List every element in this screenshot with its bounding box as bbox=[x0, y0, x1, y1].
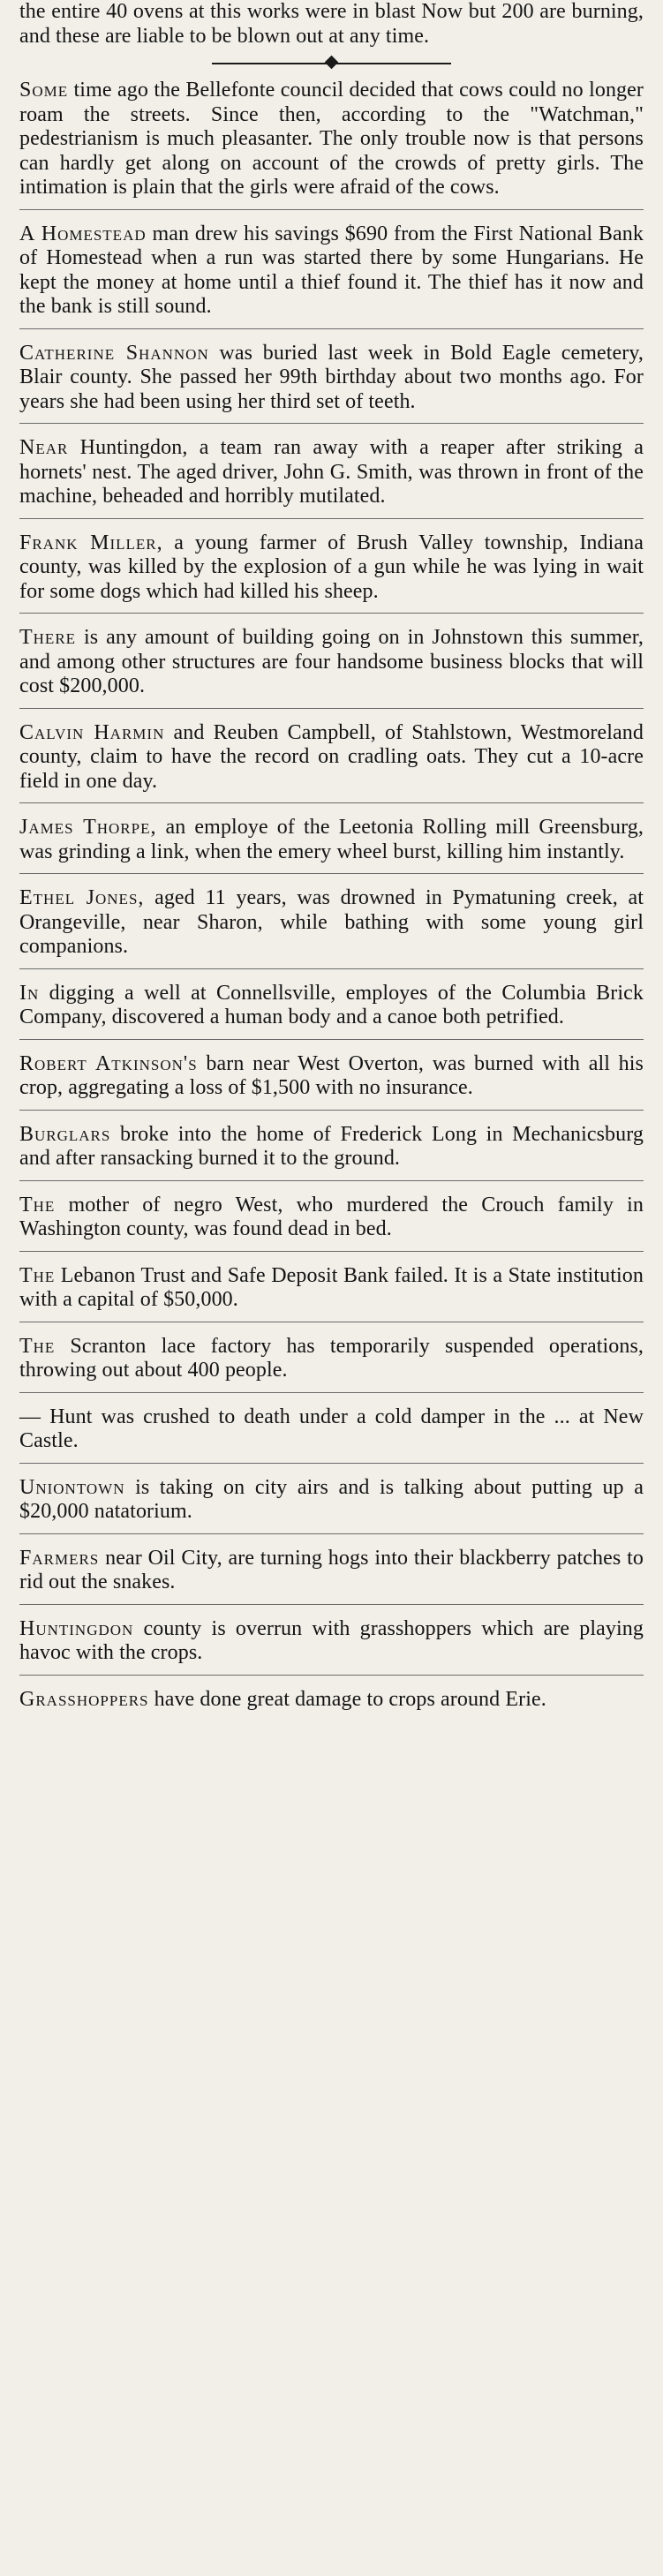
news-item-text bbox=[19, 1617, 644, 1666]
news-item-connellsville bbox=[19, 982, 644, 1030]
news-item-lead-in: The bbox=[19, 1334, 56, 1358]
news-item-text bbox=[19, 1123, 644, 1171]
news-item-lead-in: Uniontown bbox=[19, 1475, 125, 1499]
news-item-uniontown bbox=[19, 1476, 644, 1525]
news-item-harmin bbox=[19, 721, 644, 795]
news-item-miller bbox=[19, 531, 644, 605]
news-item-lead-in: Near bbox=[19, 436, 69, 459]
news-item-ovens bbox=[19, 0, 644, 49]
news-item-lead-in: Ethel Jones, bbox=[19, 886, 145, 909]
item-separator bbox=[19, 1463, 644, 1464]
news-item-body: Huntingdon, a team ran away with a reaper after striking a hornets' nest. The aged driver, John G. Smith, was thrown in front of the machine, beheaded and horribly mutilated. bbox=[19, 436, 644, 508]
news-item-huntingdon-grasshoppers bbox=[19, 1617, 644, 1666]
news-item-text bbox=[19, 886, 644, 960]
news-item-text bbox=[19, 0, 644, 49]
news-item-text bbox=[19, 816, 644, 864]
news-item-body: broke into the home of Frederick Long in Mechanicsburg and after ransacking burned it to the ground. bbox=[19, 1122, 644, 1170]
news-item-lead-in: There bbox=[19, 626, 77, 649]
item-separator bbox=[19, 968, 644, 969]
news-item-lead-in: The bbox=[19, 1263, 56, 1287]
news-item-lead-in: Some bbox=[19, 79, 69, 102]
news-column bbox=[19, 0, 644, 1712]
news-item-text bbox=[19, 436, 644, 509]
item-separator bbox=[19, 1533, 644, 1534]
item-separator bbox=[19, 1251, 644, 1252]
news-item-body: digging a well at Connellsville, employes of the Columbia Brick Company, discovered a human body and a canoe both petrified. bbox=[19, 981, 644, 1028]
news-item-body: barn near West Overton, was burned with all his crop, aggregating a loss of $1,500 with no insurance. bbox=[19, 1051, 644, 1099]
news-item-body: time ago the Bellefonte council decided that cows could no longer roam the streets. Since then, according to the "Watchman," pedestrianism is much pleasanter. The only trouble now is that persons can hardly get along on account of the crowds of pretty girls. The intimation is plain that the girls were afraid of the cows. bbox=[19, 79, 644, 199]
news-item-body: and Reuben Campbell, of Stahlstown, Westmoreland county, claim to have the record on cradling oats. They cut a 10-acre field in one day. bbox=[19, 720, 644, 793]
item-separator bbox=[19, 1675, 644, 1676]
item-separator bbox=[19, 1604, 644, 1605]
news-item-burglars bbox=[19, 1123, 644, 1171]
news-item-text bbox=[19, 1052, 644, 1101]
item-separator bbox=[19, 873, 644, 874]
item-separator bbox=[19, 613, 644, 614]
news-item-huntingdon-reaper bbox=[19, 436, 644, 509]
news-item-text bbox=[19, 531, 644, 605]
news-item-lead-in: Calvin Harmin bbox=[19, 720, 165, 744]
news-item-text bbox=[19, 721, 644, 795]
news-item-lead-in: Farmers bbox=[19, 1546, 100, 1570]
news-item-text bbox=[19, 1688, 644, 1713]
news-item-lead-in: Huntingdon bbox=[19, 1616, 134, 1640]
news-item-lead-in: The bbox=[19, 1193, 56, 1216]
item-separator bbox=[19, 708, 644, 709]
item-separator bbox=[19, 209, 644, 210]
news-item-text bbox=[19, 222, 644, 320]
news-item-body: mother of negro West, who murdered the Crouch family in Washington county, was found dead in bed. bbox=[19, 1193, 644, 1240]
news-item-lead-in: Burglars bbox=[19, 1122, 111, 1146]
item-separator bbox=[19, 1039, 644, 1040]
news-item-body: have done great damage to crops around Erie. bbox=[148, 1687, 546, 1711]
news-item-hunt bbox=[19, 1405, 644, 1454]
news-item-body: county is overrun with grasshoppers which are playing havoc with the crops. bbox=[19, 1616, 644, 1664]
news-item-text bbox=[19, 1335, 644, 1383]
divider-ornament-icon bbox=[324, 56, 338, 70]
news-item-body: Scranton lace factory has temporarily suspended operations, throwing out about 400 people. bbox=[19, 1334, 644, 1382]
news-item-atkinson bbox=[19, 1052, 644, 1101]
news-item-text bbox=[19, 1264, 644, 1313]
news-item-lebanon bbox=[19, 1264, 644, 1313]
section-divider bbox=[19, 49, 644, 79]
news-item-lead-in: Catherine Shannon bbox=[19, 341, 209, 365]
news-item-west bbox=[19, 1194, 644, 1242]
news-item-text bbox=[19, 626, 644, 699]
item-separator bbox=[19, 1180, 644, 1181]
news-item-text bbox=[19, 1194, 644, 1242]
item-separator bbox=[19, 328, 644, 329]
news-item-text bbox=[19, 982, 644, 1030]
news-item-scranton bbox=[19, 1335, 644, 1383]
news-item-johnstown bbox=[19, 626, 644, 699]
news-item-bellefonte bbox=[19, 79, 644, 200]
news-item-lead-in: Robert Atkinson's bbox=[19, 1051, 198, 1075]
news-item-lead-in: Grasshoppers bbox=[19, 1687, 149, 1711]
news-item-lead-in: A Homestead bbox=[19, 222, 147, 245]
item-separator bbox=[19, 518, 644, 519]
news-item-text bbox=[19, 342, 644, 415]
news-item-lead-in: Frank Miller, bbox=[19, 531, 163, 554]
news-item-lead-in: In bbox=[19, 981, 40, 1005]
news-item-erie bbox=[19, 1688, 644, 1713]
news-item-body: Lebanon Trust and Safe Deposit Bank failed. It is a State institution with a capital of $50,000. bbox=[19, 1263, 644, 1311]
news-item-shannon bbox=[19, 342, 644, 415]
item-separator bbox=[19, 802, 644, 803]
news-item-body: aged 11 years, was drowned in Pymatuning creek, at Orangeville, near Sharon, while bathing with some young girl companions. bbox=[19, 886, 644, 958]
news-item-homestead bbox=[19, 222, 644, 320]
news-item-text bbox=[19, 1405, 644, 1454]
news-item-body: near Oil City, are turning hogs into their blackberry patches to rid out the snakes. bbox=[19, 1546, 644, 1593]
news-item-farmers bbox=[19, 1547, 644, 1595]
news-item-text bbox=[19, 79, 644, 200]
news-item-text bbox=[19, 1547, 644, 1595]
news-item-body: is taking on city airs and is talking about putting up a $20,000 natatorium. bbox=[19, 1475, 644, 1523]
news-item-body: an employe of the Leetonia Rolling mill Greensburg, was grinding a link, when the emery wheel burst, killing him instantly. bbox=[19, 816, 644, 863]
news-item-body: was buried last week in Bold Eagle cemetery, Blair county. She passed her 99th birthday about two months ago. For years she had been using her third set of teeth. bbox=[19, 341, 644, 413]
news-item-body: a young farmer of Brush Valley township, Indiana county, was killed by the explosion of a gun while he was lying in wait for some dogs which had killed his sheep. bbox=[19, 531, 644, 603]
news-item-body: is any amount of building going on in Johnstown this summer, and among other structures are four handsome business blocks that will cost $200,000. bbox=[19, 626, 644, 697]
news-item-body: — Hunt was crushed to death under a cold damper in the ... at New Castle. bbox=[19, 1405, 644, 1452]
news-item-body: the entire 40 ovens at this works were in blast Now but 200 are burning, and these are liable to be blown out at any time. bbox=[19, 0, 644, 48]
news-item-body: man drew his savings $690 from the First National Bank of Homestead when a run was started there by some Hungarians. He kept the money at home until a thief found it. The thief has it now and the bank is still sound. bbox=[19, 222, 644, 318]
news-item-lead-in: James Thorpe, bbox=[19, 816, 157, 839]
news-item-thorpe bbox=[19, 816, 644, 864]
item-separator bbox=[19, 423, 644, 424]
item-separator bbox=[19, 1110, 644, 1111]
item-separator bbox=[19, 1392, 644, 1393]
news-item-text bbox=[19, 1476, 644, 1525]
news-item-jones bbox=[19, 886, 644, 960]
